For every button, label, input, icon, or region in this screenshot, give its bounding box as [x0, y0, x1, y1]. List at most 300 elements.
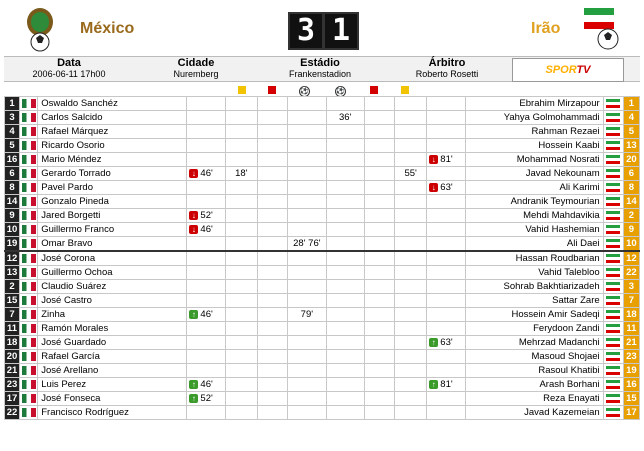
away-yellow-card-minute: [395, 280, 427, 294]
home-yellow-card-minute: [225, 378, 257, 392]
away-red-card-minute: [364, 153, 394, 167]
home-goal-minute: [288, 97, 326, 111]
home-player-name: Oswaldo Sanchéz: [38, 97, 187, 111]
home-red-card-minute: [257, 364, 287, 378]
home-substitution-cell: [187, 350, 225, 364]
away-player-name: Sattar Zare: [465, 294, 603, 308]
home-red-card-minute: [257, 139, 287, 153]
substitution-minute: 46': [200, 168, 213, 179]
away-goal-minute: [326, 266, 364, 280]
away-player-number: 9: [623, 223, 639, 237]
home-yellow-card-minute: [225, 392, 257, 406]
iran-flag-icon: [606, 366, 620, 375]
away-yellow-card-minute: [395, 350, 427, 364]
home-substitution-cell: [187, 378, 225, 392]
away-yellow-card-minute: 55': [395, 167, 427, 181]
away-substitution-cell: [427, 406, 465, 420]
mexico-flag-icon: [22, 127, 36, 136]
home-substitution-cell: [187, 251, 225, 266]
home-player-name: Ramón Morales: [38, 322, 187, 336]
away-yellow-card-minute: [395, 378, 427, 392]
away-player-name: Javad Nekounam: [465, 167, 603, 181]
away-yellow-card-minute: [395, 406, 427, 420]
iran-flag-icon: [606, 141, 620, 150]
home-red-card-minute: [257, 223, 287, 237]
iran-flag-icon: [606, 239, 620, 248]
home-goal-minute: [288, 139, 326, 153]
table-row: [5, 406, 640, 420]
home-substitution-cell: [187, 167, 225, 181]
red-card-icon: [268, 86, 276, 94]
mexico-flag-cell: [20, 266, 38, 280]
iran-flag-cell: [603, 181, 623, 195]
table-row: [5, 111, 640, 125]
away-substitution-cell: [427, 294, 465, 308]
away-substitution-cell: [427, 378, 465, 392]
mexico-flag-icon: [22, 99, 36, 108]
iran-flag-cell: [603, 111, 623, 125]
away-player-name: Ebrahim Mirzapour: [465, 97, 603, 111]
away-goal-minute: [326, 181, 364, 195]
away-yellow-card-minute: [395, 223, 427, 237]
away-substitution-cell: [427, 223, 465, 237]
away-goal-minute: [326, 195, 364, 209]
home-red-card-minute: [257, 195, 287, 209]
home-player-name: Claudio Suárez: [38, 280, 187, 294]
sub-in-arrow-icon: ↑: [189, 394, 198, 403]
home-red-card-minute: [257, 322, 287, 336]
home-player-name: José Corona: [38, 251, 187, 266]
iran-flag-cell: [603, 209, 623, 223]
away-substitution-cell: [427, 139, 465, 153]
table-row: [5, 322, 640, 336]
away-player-name: Mehdi Mahdavikia: [465, 209, 603, 223]
substitution: [187, 210, 224, 221]
mexico-flag-cell: [20, 111, 38, 125]
iran-flag-icon: [606, 183, 620, 192]
home-player-name: Luis Perez: [38, 378, 187, 392]
date-value: 2006-06-11 17h00: [32, 69, 106, 79]
home-player-name: José Castro: [38, 294, 187, 308]
substitution: [427, 182, 464, 193]
away-goal-minute: [326, 280, 364, 294]
iran-flag-cell: [603, 167, 623, 181]
home-goal-minute: [288, 392, 326, 406]
away-player-number: 10: [623, 237, 639, 252]
substitution-minute: 46': [200, 309, 213, 320]
home-goal-minute: 79': [288, 308, 326, 322]
home-yellow-card-minute: [225, 308, 257, 322]
home-player-number: 1: [5, 97, 20, 111]
city-label: Cidade: [177, 57, 215, 69]
away-substitution-cell: [427, 125, 465, 139]
home-red-card-minute: [257, 266, 287, 280]
away-yellow-card-minute: [395, 195, 427, 209]
away-yellow-card-minute: [395, 97, 427, 111]
away-red-card-minute: [364, 97, 394, 111]
away-goal-minute: [326, 350, 364, 364]
away-yellow-card-minute: [395, 111, 427, 125]
away-player-number: 11: [623, 322, 639, 336]
away-goal-minute: [326, 125, 364, 139]
table-row: [5, 97, 640, 111]
table-row: [5, 125, 640, 139]
away-substitution-cell: [427, 167, 465, 181]
mexico-flag-cell: [20, 139, 38, 153]
home-player-name: Mario Méndez: [38, 153, 187, 167]
home-player-name: José Fonseca: [38, 392, 187, 406]
iran-flag-cell: [603, 308, 623, 322]
date-label: Data: [57, 57, 81, 69]
home-player-name: Pavel Pardo: [38, 181, 187, 195]
away-player-name: Masoud Shojaei: [465, 350, 603, 364]
home-red-card-minute: [257, 153, 287, 167]
sponsor-text-b: TV: [576, 64, 591, 76]
iran-flag-icon: [606, 197, 620, 206]
away-player-number: 4: [623, 111, 639, 125]
table-row: [5, 350, 640, 364]
substitution-minute: 52': [200, 393, 213, 404]
away-yellow-card-minute: [395, 336, 427, 350]
home-yellow-card-minute: [225, 125, 257, 139]
away-red-card-minute: [364, 167, 394, 181]
home-player-number: 17: [5, 392, 20, 406]
home-player-number: 16: [5, 153, 20, 167]
away-substitution-cell: [427, 308, 465, 322]
referee-value: Roberto Rosetti: [415, 69, 479, 79]
lineup-table: [4, 96, 640, 420]
away-player-number: 5: [623, 125, 639, 139]
sub-out-arrow-icon: ↓: [429, 155, 438, 164]
iran-flag-cell: [603, 125, 623, 139]
home-player-number: 6: [5, 167, 20, 181]
iran-flag-icon: [606, 380, 620, 389]
home-goal-minute: [288, 364, 326, 378]
away-yellow-card-minute: [395, 125, 427, 139]
away-substitution-cell: [427, 195, 465, 209]
away-player-name: Vahid Hashemian: [465, 223, 603, 237]
away-player-number: 7: [623, 294, 639, 308]
mexico-flag-icon: [22, 197, 36, 206]
home-red-card-minute: [257, 336, 287, 350]
substitution-minute: 46': [200, 379, 213, 390]
away-yellow-card-minute: [395, 322, 427, 336]
home-player-name: Rafael Márquez: [38, 125, 187, 139]
away-substitution-cell: [427, 266, 465, 280]
iran-flag-icon: [606, 127, 620, 136]
home-player-number: 23: [5, 378, 20, 392]
away-player-number: 2: [623, 209, 639, 223]
iran-flag-cell: [603, 237, 623, 252]
iran-flag-icon: [606, 99, 620, 108]
home-goal-minute: [288, 125, 326, 139]
mexico-flag-cell: [20, 153, 38, 167]
home-substitution-cell: [187, 280, 225, 294]
mexico-flag-cell: [20, 322, 38, 336]
home-player-number: 22: [5, 406, 20, 420]
away-red-card-minute: [364, 266, 394, 280]
away-goal-minute: [326, 294, 364, 308]
home-yellow-card-minute: [225, 322, 257, 336]
mexico-flag-cell: [20, 392, 38, 406]
mexico-flag-icon: [22, 296, 36, 305]
home-goal-minute: [288, 322, 326, 336]
away-player-name: Ferydoon Zandi: [465, 322, 603, 336]
mexico-flag-cell: [20, 237, 38, 252]
away-red-card-minute: [364, 392, 394, 406]
away-player-name: Hossein Amir Sadeqi: [465, 308, 603, 322]
away-player-name: Hossein Kaabi: [465, 139, 603, 153]
mexico-flag-icon: [22, 113, 36, 122]
sub-in-arrow-icon: ↑: [189, 310, 198, 319]
home-player-number: 11: [5, 322, 20, 336]
home-player-name: Jared Borgetti: [38, 209, 187, 223]
iran-flag-icon: [606, 296, 620, 305]
away-goal-minute: [326, 237, 364, 252]
iran-flag-icon: [606, 113, 620, 122]
home-substitution-cell: [187, 364, 225, 378]
iran-flag-cell: [603, 266, 623, 280]
mexico-flag-icon: [22, 268, 36, 277]
away-red-card-minute: [364, 181, 394, 195]
home-substitution-cell: [187, 223, 225, 237]
home-goal-minute: [288, 378, 326, 392]
mexico-flag-cell: [20, 209, 38, 223]
home-player-number: 13: [5, 266, 20, 280]
home-score: 3: [288, 12, 324, 50]
table-row: [5, 308, 640, 322]
home-red-card-minute: [257, 97, 287, 111]
substitution: [187, 309, 224, 320]
lineup-rows: [5, 97, 640, 420]
substitution: [187, 224, 224, 235]
away-red-card-minute: [364, 251, 394, 266]
away-yellow-card-minute: [395, 364, 427, 378]
table-row: [5, 139, 640, 153]
mexico-flag-cell: [20, 195, 38, 209]
table-row: [5, 392, 640, 406]
home-player-number: 2: [5, 280, 20, 294]
iran-flag-cell: [603, 378, 623, 392]
home-substitution-cell: [187, 237, 225, 252]
away-red-card-minute: [364, 139, 394, 153]
away-substitution-cell: [427, 364, 465, 378]
home-player-name: José Guardado: [38, 336, 187, 350]
home-substitution-cell: [187, 153, 225, 167]
away-player-number: 1: [623, 97, 639, 111]
mexico-flag-icon: [22, 282, 36, 291]
home-substitution-cell: [187, 125, 225, 139]
city-cell: [136, 57, 256, 81]
home-red-card-minute: [257, 167, 287, 181]
sportv-logo: [512, 58, 624, 82]
away-yellow-card-minute: [395, 308, 427, 322]
mexico-flag-cell: [20, 251, 38, 266]
away-player-number: 20: [623, 153, 639, 167]
away-red-card-minute: [364, 336, 394, 350]
mexico-flag-cell: [20, 125, 38, 139]
away-player-name: Vahid Talebloo: [465, 266, 603, 280]
sub-out-arrow-icon: ↓: [189, 169, 198, 178]
home-yellow-card-minute: [225, 280, 257, 294]
away-player-name: Ali Karimi: [465, 181, 603, 195]
sponsor-text-a: SPOR: [545, 64, 577, 76]
home-player-number: 21: [5, 364, 20, 378]
away-player-name: Mohammad Nosrati: [465, 153, 603, 167]
mexico-flag-cell: [20, 280, 38, 294]
home-red-card-minute: [257, 280, 287, 294]
iran-flag-icon: [606, 282, 620, 291]
table-row: [5, 223, 640, 237]
home-yellow-card-minute: [225, 223, 257, 237]
home-player-number: 7: [5, 308, 20, 322]
substitution: [187, 379, 224, 390]
red-card-icon: [370, 86, 378, 94]
iran-flag-cell: [603, 336, 623, 350]
table-row: [5, 209, 640, 223]
away-goal-minute: [326, 209, 364, 223]
home-red-card-minute: [257, 209, 287, 223]
away-yellow-card-minute: [395, 266, 427, 280]
substitution: [187, 168, 224, 179]
away-goal-minute: [326, 167, 364, 181]
away-goal-minute: [326, 97, 364, 111]
stadium-cell: [258, 57, 382, 81]
home-red-card-minute: [257, 294, 287, 308]
away-yellow-card-minute: [395, 237, 427, 252]
mexico-flag-icon: [22, 394, 36, 403]
away-red-card-minute: [364, 237, 394, 252]
away-team-name: Irão: [531, 20, 561, 37]
home-substitution-cell: [187, 181, 225, 195]
mexico-flag-icon: [22, 183, 36, 192]
city-value: Nuremberg: [173, 69, 219, 79]
referee-cell: [386, 57, 508, 81]
home-substitution-cell: [187, 195, 225, 209]
away-substitution-cell: [427, 97, 465, 111]
away-player-name: Reza Enayati: [465, 392, 603, 406]
home-substitution-cell: [187, 308, 225, 322]
iran-flag-icon: [606, 254, 620, 263]
mexico-flag-cell: [20, 294, 38, 308]
away-player-name: Mehrzad Madanchi: [465, 336, 603, 350]
match-header: [0, 0, 644, 56]
home-yellow-card-minute: [225, 350, 257, 364]
home-goal-minute: [288, 294, 326, 308]
substitution-minute: 81': [440, 154, 453, 165]
mexico-flag-cell: [20, 97, 38, 111]
away-player-number: 8: [623, 181, 639, 195]
mexico-flag-cell: [20, 378, 38, 392]
home-player-number: 20: [5, 350, 20, 364]
home-substitution-cell: [187, 209, 225, 223]
table-row: [5, 181, 640, 195]
away-player-name: Rasoul Khatibi: [465, 364, 603, 378]
away-yellow-card-minute: [395, 139, 427, 153]
away-substitution-cell: [427, 181, 465, 195]
mexico-flag-icon: [22, 352, 36, 361]
goal-ball-icon: ⚽: [300, 88, 309, 95]
substitution-minute: 52': [200, 210, 213, 221]
iran-flag-cell: [603, 350, 623, 364]
away-player-name: Arash Borhani: [465, 378, 603, 392]
away-red-card-minute: [364, 195, 394, 209]
home-yellow-card-minute: [225, 153, 257, 167]
home-yellow-card-minute: [225, 139, 257, 153]
home-yellow-card-minute: 18': [225, 167, 257, 181]
away-substitution-cell: [427, 111, 465, 125]
away-player-number: 12: [623, 251, 639, 266]
away-player-number: 15: [623, 392, 639, 406]
mexico-flag-icon: [22, 239, 36, 248]
yellow-card-icon: [238, 86, 246, 94]
mexico-flag-icon: [22, 408, 36, 417]
away-yellow-card-minute: [395, 153, 427, 167]
home-goal-minute: 28' 76': [288, 237, 326, 252]
iran-flag-icon: [606, 338, 620, 347]
away-player-name: Hassan Roudbarian: [465, 251, 603, 266]
home-goal-minute: [288, 280, 326, 294]
mexico-flag-icon: [22, 141, 36, 150]
mexico-flag-icon: [22, 380, 36, 389]
home-yellow-card-minute: [225, 251, 257, 266]
away-player-name: Rahman Rezaei: [465, 125, 603, 139]
away-goal-minute: [326, 251, 364, 266]
away-red-card-minute: [364, 294, 394, 308]
away-goal-minute: [326, 336, 364, 350]
away-player-number: 22: [623, 266, 639, 280]
away-red-card-minute: [364, 280, 394, 294]
away-player-number: 3: [623, 280, 639, 294]
home-player-name: Omar Bravo: [38, 237, 187, 252]
iran-flag-cell: [603, 294, 623, 308]
away-yellow-card-minute: [395, 294, 427, 308]
away-goal-minute: [326, 153, 364, 167]
table-row: [5, 195, 640, 209]
home-red-card-minute: [257, 237, 287, 252]
table-row: [5, 364, 640, 378]
substitution-minute: 63': [440, 182, 453, 193]
iran-flag-icon: [606, 225, 620, 234]
iran-flag-cell: [603, 280, 623, 294]
away-yellow-card-minute: [395, 392, 427, 406]
home-player-number: 18: [5, 336, 20, 350]
away-player-number: 16: [623, 378, 639, 392]
iran-flag-icon: [606, 394, 620, 403]
substitution: [427, 337, 464, 348]
referee-label: Árbitro: [428, 57, 466, 69]
iran-flag-cell: [603, 364, 623, 378]
home-team-name: México: [80, 20, 135, 37]
home-goal-minute: [288, 266, 326, 280]
home-goal-minute: [288, 209, 326, 223]
goal-ball-icon: ⚽: [336, 88, 345, 95]
home-goal-minute: [288, 336, 326, 350]
home-player-name: Rafael García: [38, 350, 187, 364]
home-player-number: 19: [5, 237, 20, 252]
iran-flag-cell: [603, 223, 623, 237]
away-goal-minute: [326, 364, 364, 378]
table-row: [5, 251, 640, 266]
home-yellow-card-minute: [225, 406, 257, 420]
mexico-flag-icon: [22, 338, 36, 347]
yellow-card-icon: [401, 86, 409, 94]
away-player-number: 6: [623, 167, 639, 181]
home-yellow-card-minute: [225, 181, 257, 195]
away-substitution-cell: [427, 322, 465, 336]
home-yellow-card-minute: [225, 97, 257, 111]
away-score: 1: [323, 12, 359, 50]
